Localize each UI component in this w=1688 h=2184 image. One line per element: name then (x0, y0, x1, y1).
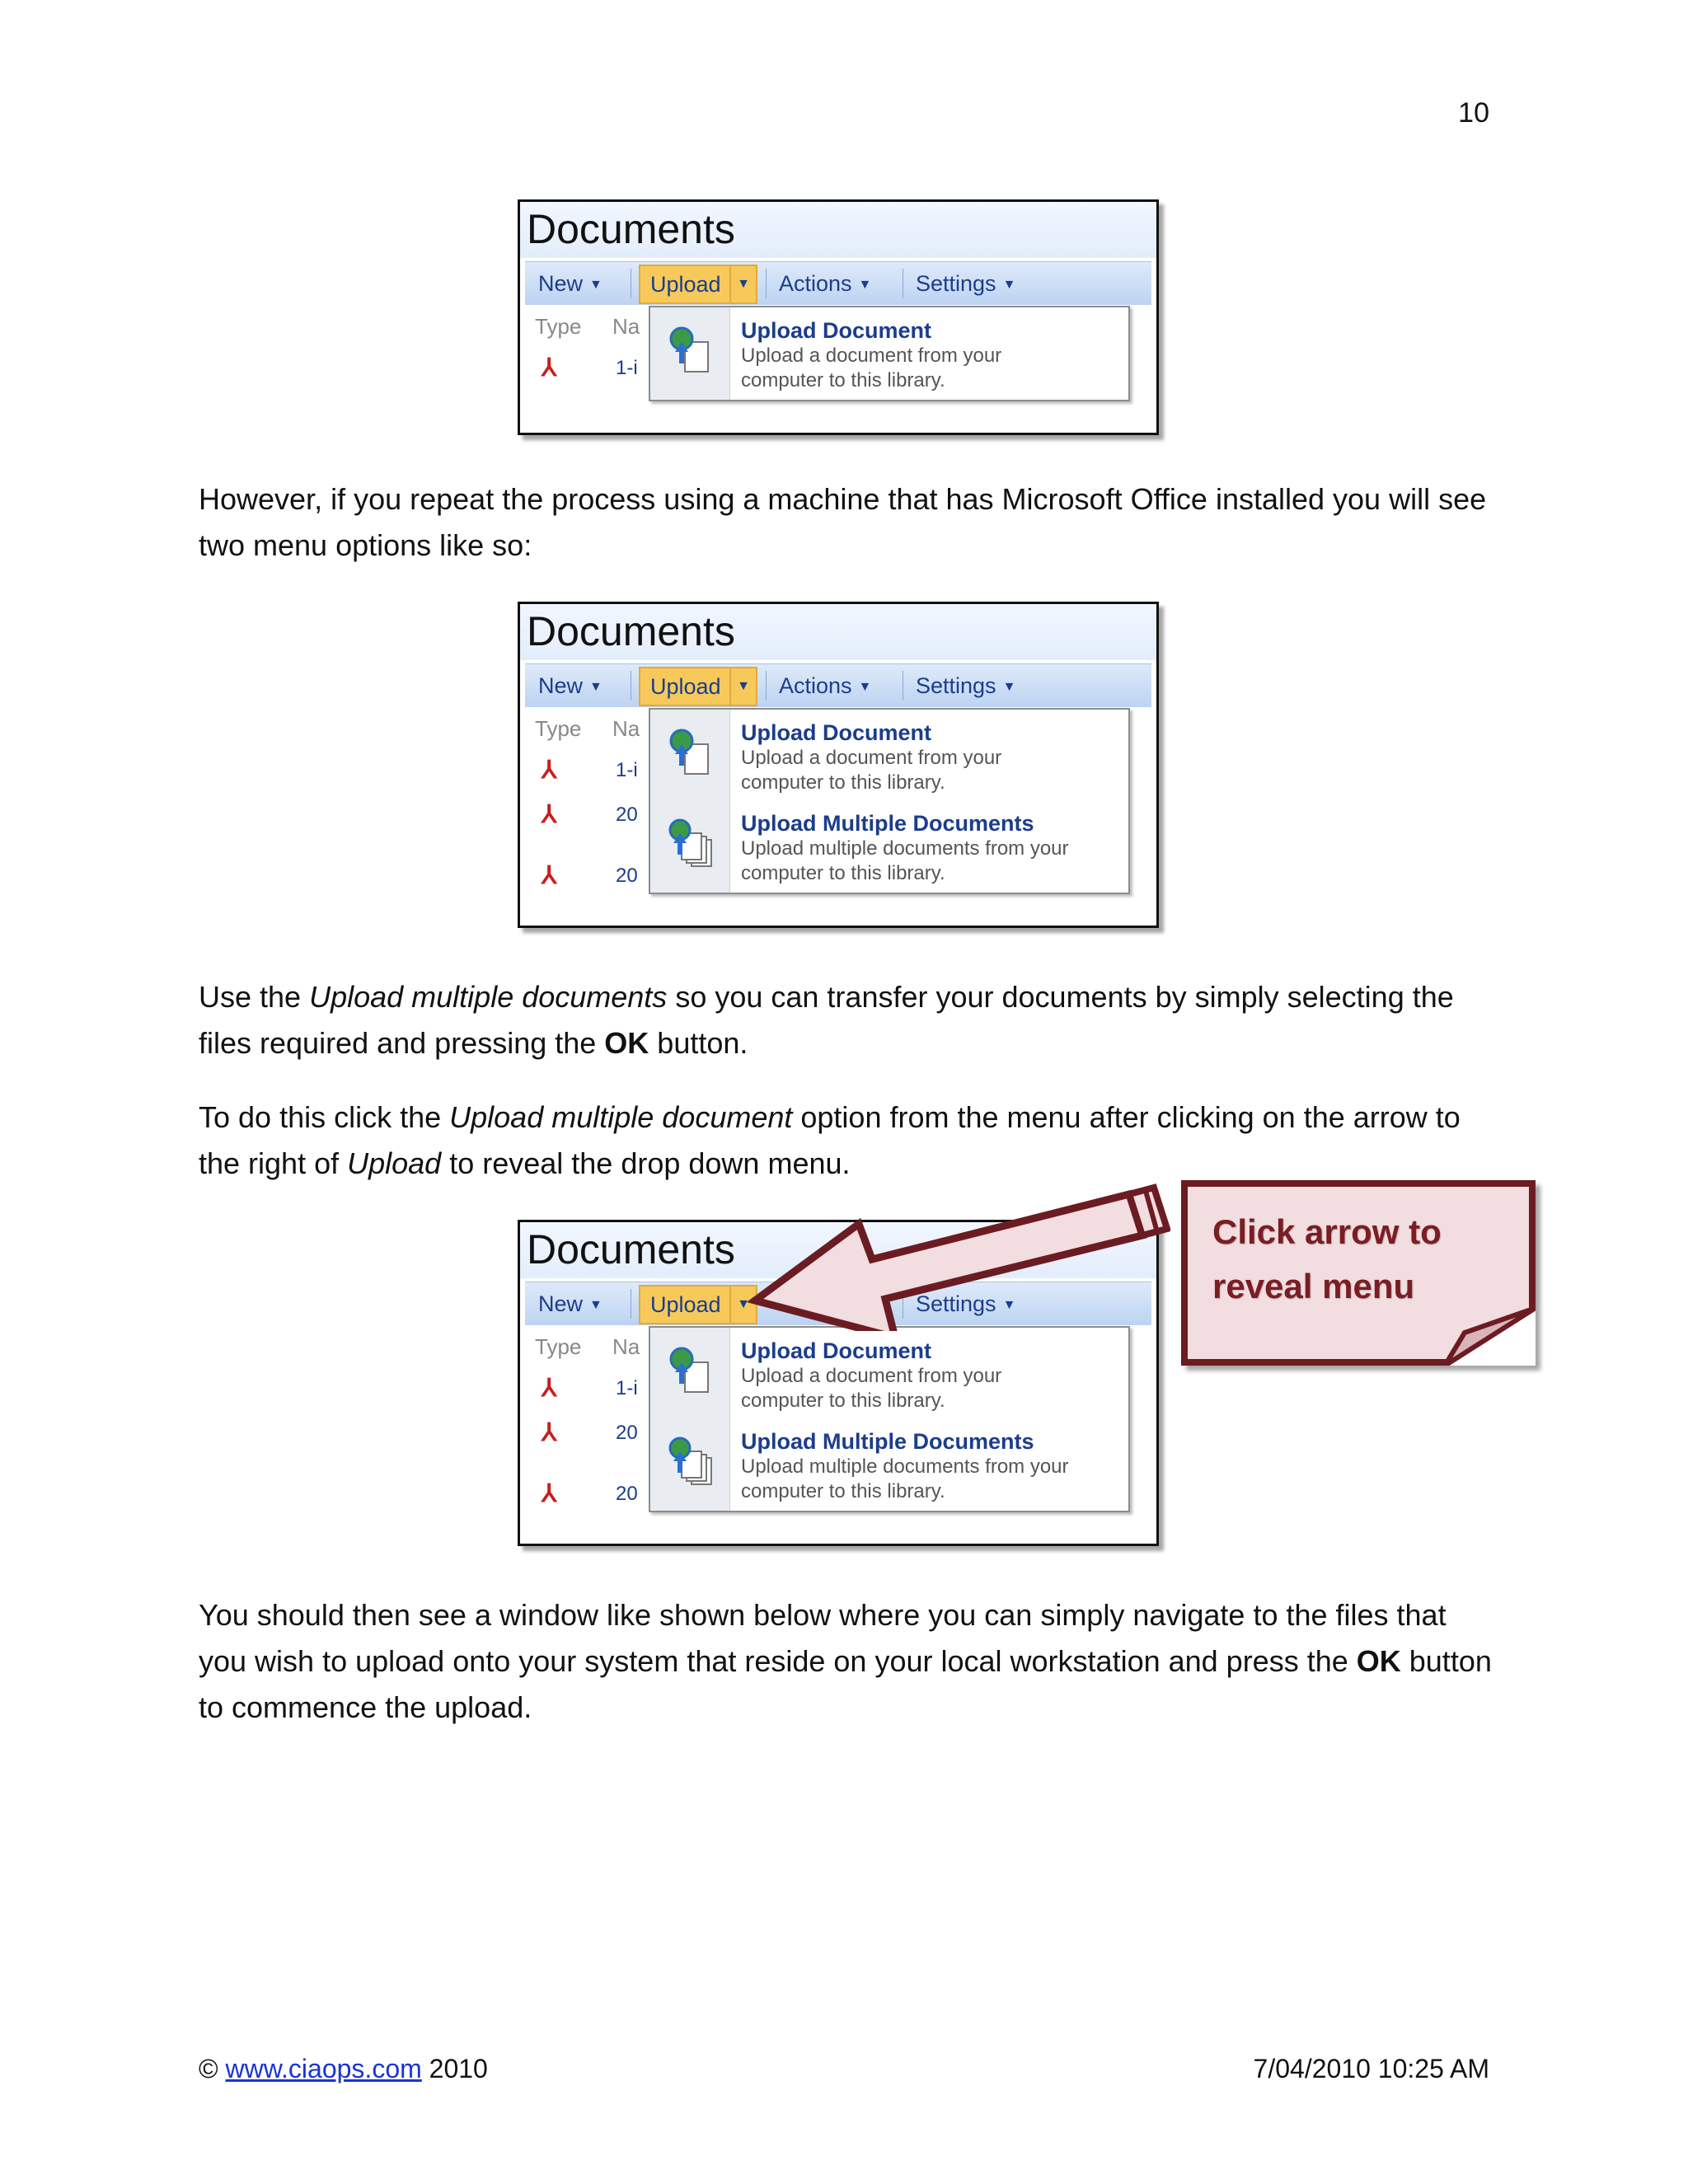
callout-line-2: reveal menu (1212, 1267, 1415, 1305)
text-run: To do this click the (199, 1100, 450, 1134)
text-run: button. (649, 1026, 748, 1060)
toolbar-divider (766, 671, 767, 701)
callout-line-1: Click arrow to (1212, 1212, 1442, 1251)
menu-item-upload-document[interactable] (741, 317, 1122, 393)
text-run: Use the (199, 980, 310, 1014)
library-title: Documents (520, 1222, 1156, 1278)
upload-button[interactable]: Upload (639, 667, 733, 706)
upload-button[interactable]: Upload (639, 265, 733, 304)
italic-run: Upload multiple document (449, 1100, 793, 1134)
document-name-fragment[interactable]: 20 (616, 804, 638, 826)
name-column-header: Na (612, 1334, 640, 1359)
upload-multiple-title: Upload Multiple Documents (741, 1429, 1034, 1454)
website-link[interactable]: www.ciaops.com (225, 2054, 422, 2083)
menu-item-upload-multiple-documents[interactable] (741, 1428, 1122, 1504)
text-run: to reveal the drop down menu. (441, 1146, 851, 1180)
menu-item-upload-document[interactable] (741, 1338, 1122, 1413)
chevron-down-icon: ▼ (589, 1297, 603, 1312)
library-toolbar (525, 663, 1151, 707)
upload-document-desc-2: computer to this library. (741, 369, 945, 391)
upload-document-desc-2: computer to this library. (741, 1390, 945, 1412)
actions-label: Actions (779, 271, 852, 296)
new-label: New (538, 271, 584, 296)
text-run: so you can transfer your documents by simply selecting the files required and pressing the (199, 980, 1454, 1060)
upload-multiple-desc-1: Upload multiple documents from your (741, 837, 1069, 860)
upload-dropdown-menu (649, 306, 1130, 401)
callout-note (1181, 1180, 1536, 1366)
new-menu-button[interactable] (538, 262, 603, 305)
actions-menu-button[interactable] (779, 262, 871, 305)
type-column-header: Type (535, 716, 582, 741)
pdf-icon: ⅄ (542, 757, 557, 784)
upload-multiple-desc-2: computer to this library. (741, 1480, 945, 1502)
paragraph-1: However, if you repeat the process using a machine that has Microsoft Office installed you will see two menu options like so: (199, 482, 1487, 562)
upload-document-icon (668, 726, 713, 779)
upload-document-desc-1: Upload a document from your (741, 1365, 1002, 1387)
callout-text (1212, 1205, 1442, 1314)
name-column-header: Na (612, 314, 640, 339)
document-name-fragment[interactable]: 20 (616, 865, 638, 887)
library-title: Documents (520, 604, 1156, 660)
copyright-year: 2010 (429, 2054, 488, 2083)
text-run: option from the menu after clicking on the arrow to the right of (199, 1100, 1461, 1180)
chevron-down-icon: ▼ (1002, 679, 1016, 694)
upload-document-desc-1: Upload a document from your (741, 747, 1002, 769)
upload-document-title: Upload Document (741, 720, 932, 745)
copyright-symbol: © (199, 2054, 218, 2083)
upload-dropdown-menu (649, 1326, 1130, 1512)
menu-item-upload-multiple-documents[interactable] (741, 810, 1122, 886)
library-title: Documents (520, 202, 1156, 258)
documents-screenshot-2 (518, 602, 1159, 928)
upload-dropdown-arrow[interactable]: ▼ (729, 265, 757, 304)
new-menu-button[interactable] (538, 664, 603, 707)
paragraph-2 (199, 974, 1493, 1066)
text-run: button to commence the upload. (199, 1644, 1492, 1724)
upload-multiple-desc-1: Upload multiple documents from your (741, 1455, 1069, 1478)
document-list (525, 708, 1151, 926)
chevron-down-icon: ▼ (858, 679, 872, 694)
paragraph-3 (199, 1094, 1493, 1187)
pdf-icon: ⅄ (542, 1480, 557, 1507)
chevron-down-icon: ▼ (858, 277, 872, 292)
settings-label: Settings (916, 271, 996, 296)
new-label: New (538, 673, 584, 698)
text-run: You should then see a window like shown below where you can simply navigate to the files that you wish to upload onto your system that reside on your local workstation and press the (199, 1598, 1447, 1678)
document-name-fragment[interactable]: 1-i (616, 1377, 638, 1399)
upload-multiple-title: Upload Multiple Documents (741, 811, 1034, 836)
italic-run: Upload (347, 1146, 442, 1180)
type-column-header: Type (535, 1334, 582, 1359)
library-toolbar (525, 261, 1151, 305)
pdf-icon: ⅄ (542, 1375, 557, 1402)
settings-menu-button[interactable] (916, 664, 1015, 707)
chevron-down-icon: ▼ (1002, 277, 1016, 292)
document-name-fragment[interactable]: 20 (616, 1483, 638, 1505)
name-column-header: Na (612, 716, 640, 741)
document-list (525, 306, 1151, 433)
settings-menu-button[interactable] (916, 262, 1015, 305)
menu-item-upload-document[interactable] (741, 719, 1122, 795)
pdf-icon: ⅄ (542, 354, 557, 382)
footer-datetime: 7/04/2010 10:25 AM (1253, 2054, 1489, 2083)
document-list (525, 1326, 1151, 1544)
settings-label: Settings (916, 1291, 996, 1316)
upload-dropdown-menu (649, 708, 1130, 894)
chevron-down-icon: ▼ (589, 277, 603, 292)
toolbar-divider (766, 269, 767, 298)
upload-dropdown-arrow[interactable]: ▼ (729, 1285, 757, 1324)
italic-run: Upload multiple documents (309, 980, 668, 1014)
upload-multiple-documents-icon (668, 817, 713, 869)
upload-document-icon (668, 1344, 713, 1397)
paragraph-4 (199, 1592, 1493, 1731)
type-column-header: Type (535, 314, 582, 339)
settings-label: Settings (916, 673, 996, 698)
page-curl-icon (1445, 1308, 1536, 1366)
upload-document-desc-2: computer to this library. (741, 771, 945, 794)
chevron-down-icon: ▼ (589, 679, 603, 694)
new-label: New (538, 1291, 584, 1316)
footer-copyright (199, 2054, 488, 2084)
pdf-icon: ⅄ (542, 1419, 557, 1446)
new-menu-button[interactable] (538, 1282, 603, 1325)
upload-document-desc-1: Upload a document from your (741, 344, 1002, 367)
upload-document-title: Upload Document (741, 1338, 932, 1363)
document-name-fragment[interactable]: 1-i (616, 759, 638, 781)
actions-menu-button[interactable] (779, 664, 871, 707)
page-number: 10 (1458, 97, 1489, 129)
upload-document-icon (668, 324, 713, 377)
document-name-fragment[interactable]: 20 (616, 1422, 638, 1444)
pointer-arrow-icon (742, 1174, 1170, 1331)
upload-multiple-desc-2: computer to this library. (741, 862, 945, 884)
upload-button[interactable]: Upload (639, 1285, 733, 1324)
bold-run: OK (604, 1026, 649, 1060)
pdf-icon: ⅄ (542, 862, 557, 889)
upload-document-title: Upload Document (741, 318, 932, 343)
pdf-icon: ⅄ (542, 801, 557, 828)
upload-dropdown-arrow[interactable]: ▼ (729, 667, 757, 706)
upload-multiple-documents-icon (668, 1435, 713, 1488)
bold-run: OK (1356, 1644, 1401, 1678)
actions-label: Actions (779, 673, 852, 698)
chevron-down-icon: ▼ (1002, 1297, 1016, 1312)
document-name-fragment[interactable]: 1-i (616, 357, 638, 379)
documents-screenshot-1 (518, 199, 1159, 435)
